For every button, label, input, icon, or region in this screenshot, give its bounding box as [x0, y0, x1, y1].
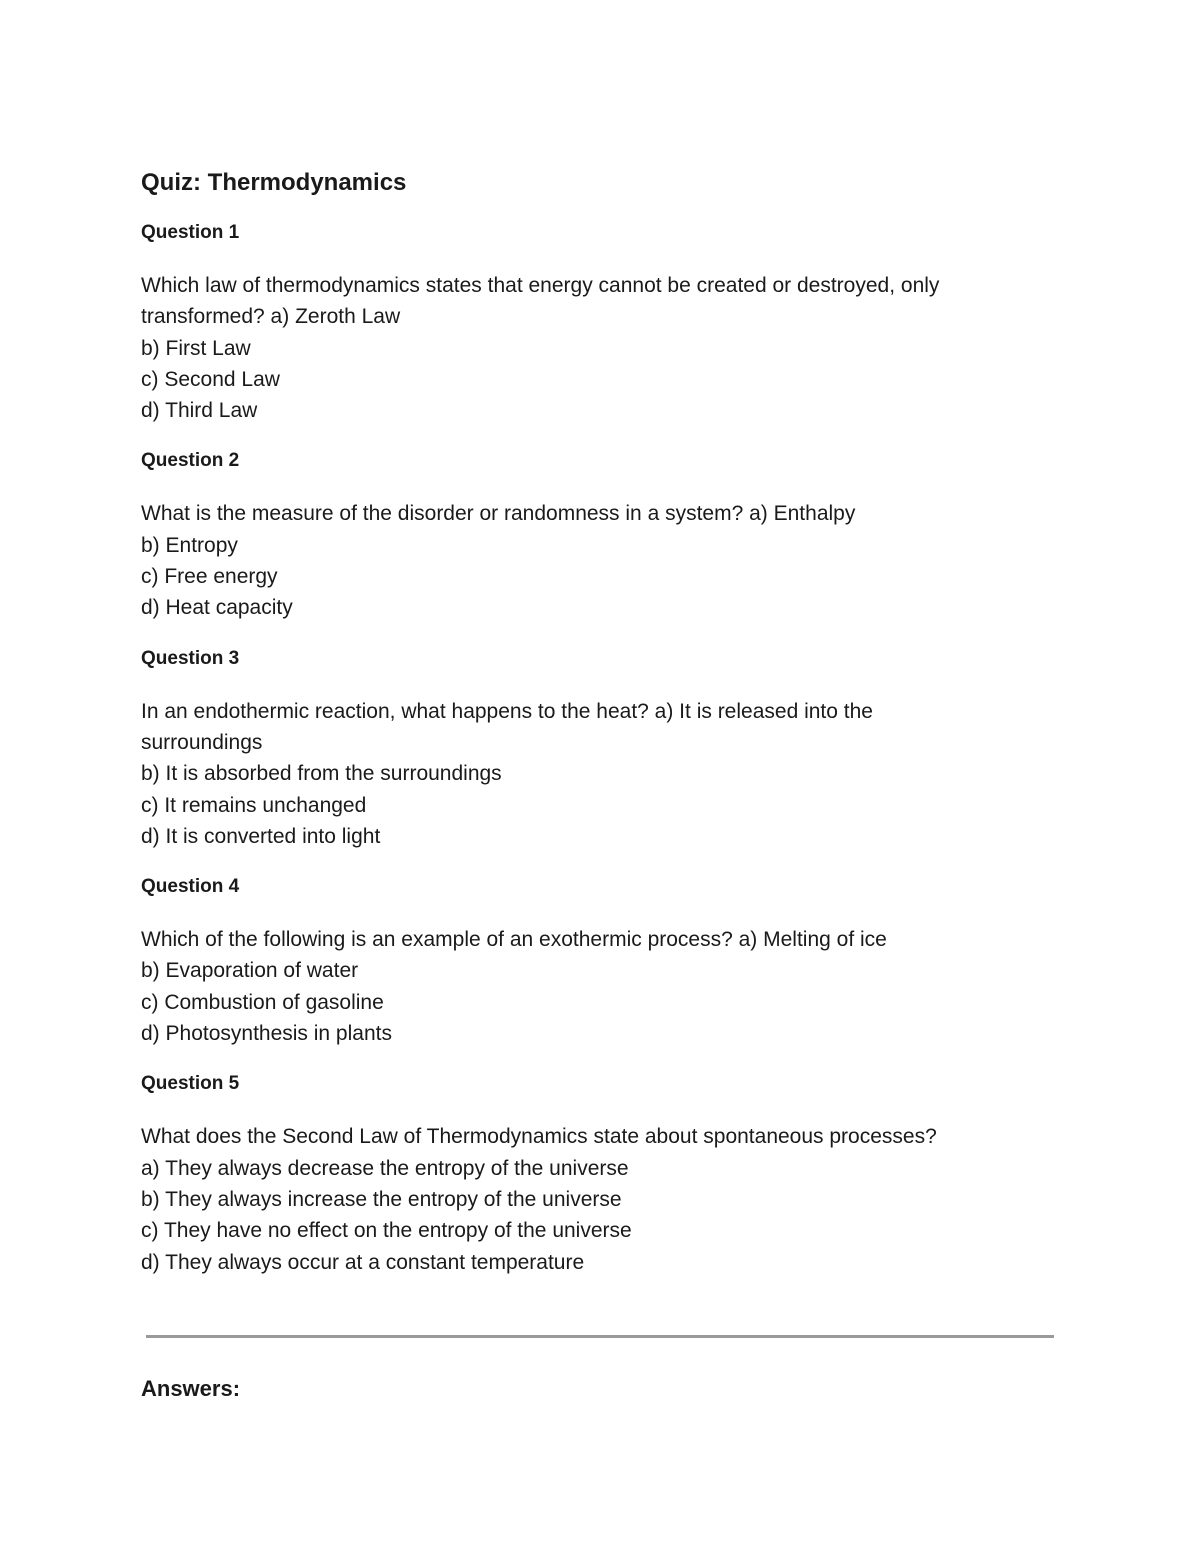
question-heading: Question 4	[141, 876, 240, 898]
option-line: b) Entropy	[141, 533, 238, 557]
question-line: What is the measure of the disorder or randomness in a system? a) Enthalpy	[141, 502, 856, 526]
question-2	[141, 448, 1061, 623]
option-line: d) Heat capacity	[141, 596, 293, 620]
option-line: d) Third Law	[141, 399, 258, 423]
page-title: Quiz: Thermodynamics	[141, 169, 407, 196]
question-3	[141, 646, 1061, 852]
question-4	[141, 874, 1061, 1049]
question-line: In an endothermic reaction, what happens to the heat? a) It is released into the	[141, 699, 873, 723]
question-line: Which of the following is an example of an exothermic process? a) Melting of ice	[141, 928, 887, 952]
question-heading: Question 5	[141, 1073, 240, 1095]
document-page	[141, 166, 1061, 1300]
option-line: c) Combustion of gasoline	[141, 990, 384, 1014]
option-line: a) They always decrease the entropy of the universe	[141, 1156, 629, 1180]
answers-heading: Answers:	[141, 1376, 241, 1401]
question-heading: Question 2	[141, 450, 240, 472]
question-line: Which law of thermodynamics states that energy cannot be created or destroyed, only	[141, 274, 940, 297]
question-body	[141, 924, 1061, 1049]
question-body	[141, 1121, 1061, 1277]
question-heading: Question 3	[141, 647, 240, 669]
horizontal-divider	[146, 1335, 1054, 1338]
option-line: b) Evaporation of water	[141, 959, 359, 983]
question-line: What does the Second Law of Thermodynamics state about spontaneous processes?	[141, 1125, 937, 1149]
option-line: d) They always occur at a constant temperature	[141, 1250, 585, 1274]
question-1	[141, 220, 1061, 426]
option-line: c) They have no effect on the entropy of the universe	[141, 1219, 632, 1243]
option-line: b) First Law	[141, 336, 251, 360]
option-line: c) Second Law	[141, 367, 280, 391]
option-line: b) They always increase the entropy of the universe	[141, 1187, 622, 1211]
question-body	[141, 270, 1061, 426]
option-line: c) Free energy	[141, 565, 278, 589]
option-line: d) It is converted into light	[141, 824, 381, 848]
question-5	[141, 1071, 1061, 1277]
question-body	[141, 498, 1061, 623]
option-line: c) It remains unchanged	[141, 793, 367, 817]
question-body	[141, 696, 1061, 852]
option-line: b) It is absorbed from the surroundings	[141, 762, 502, 786]
question-line: surroundings	[141, 730, 263, 754]
question-line: transformed? a) Zeroth Law	[141, 305, 401, 329]
question-heading: Question 1	[141, 222, 240, 243]
option-line: d) Photosynthesis in plants	[141, 1022, 392, 1046]
